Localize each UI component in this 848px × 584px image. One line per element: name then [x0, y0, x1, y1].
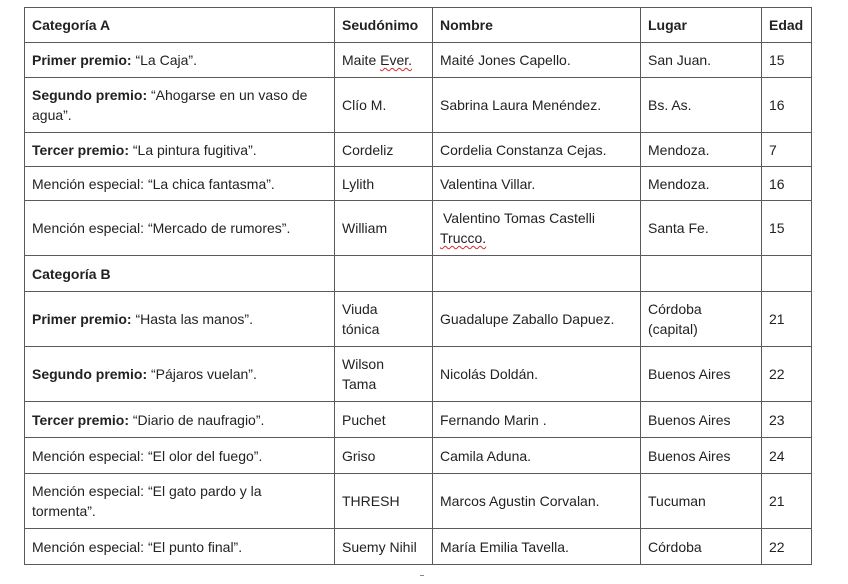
award-label: Segundo premio:	[32, 87, 148, 103]
award-label: Tercer premio:	[32, 411, 129, 428]
name-cell: María Emilia Tavella.	[433, 529, 641, 565]
name-line-2: Trucco.	[440, 230, 487, 246]
name-cell: Guadalupe Zaballo Dapuez.	[433, 292, 641, 347]
age-cell: 21	[762, 474, 812, 529]
name-cell: Valentina Villar.	[433, 167, 641, 201]
header-pseudonym: Seudónimo	[335, 8, 433, 43]
header-place: Lugar	[641, 8, 762, 43]
name-line-1: Valentino Tomas Castelli	[443, 210, 596, 226]
age-cell: 24	[762, 438, 812, 474]
pseudonym-cell: Griso	[335, 438, 433, 474]
age-cell: 21	[762, 292, 812, 347]
award-cell	[25, 78, 335, 133]
empty-cell	[762, 256, 812, 292]
table-row	[25, 167, 812, 201]
work-title: “Diario de naufragio”.	[129, 411, 265, 428]
pseudonym-first: Maite	[342, 52, 377, 68]
pseudonym-cell: Cordeliz	[335, 133, 433, 167]
table-row	[25, 474, 812, 529]
table-row	[25, 529, 812, 565]
table-row	[25, 292, 812, 347]
place-cell: Tucuman	[641, 474, 762, 529]
pseudonym-cell: Lylith	[335, 167, 433, 201]
name-cell: Camila Aduna.	[433, 438, 641, 474]
place-cell: Buenos Aires	[641, 347, 762, 402]
place-cell: Mendoza.	[641, 133, 762, 167]
age-cell: 15	[762, 201, 812, 256]
empty-cell	[641, 256, 762, 292]
age-cell: 7	[762, 133, 812, 167]
place-cell: Santa Fe.	[641, 201, 762, 256]
pseudonym-cell: THRESH	[335, 474, 433, 529]
award-label: Tercer premio:	[32, 141, 129, 158]
award-cell	[25, 292, 335, 347]
name-cell: Marcos Agustin Corvalan.	[433, 474, 641, 529]
table-row	[25, 347, 812, 402]
place-cell: Buenos Aires	[641, 402, 762, 438]
award-label: Segundo premio:	[32, 366, 148, 382]
award-cell	[25, 347, 335, 402]
place-cell: Buenos Aires	[641, 438, 762, 474]
work-title: “Hasta las manos”.	[131, 311, 253, 327]
empty-cell	[433, 256, 641, 292]
award-cell: Mención especial: “El olor del fuego”.	[25, 438, 335, 474]
age-cell: 16	[762, 167, 812, 201]
place-cell: San Juan.	[641, 43, 762, 78]
table-row	[25, 133, 812, 167]
place-cell: Mendoza.	[641, 167, 762, 201]
award-label: Primer premio:	[32, 311, 132, 327]
award-cell	[25, 402, 335, 438]
table-row	[25, 43, 812, 78]
place-cell: Córdoba	[641, 529, 762, 565]
empty-cell	[335, 256, 433, 292]
age-cell: 23	[762, 402, 812, 438]
header-category: Categoría A	[25, 8, 335, 43]
pseudonym-cell	[335, 43, 433, 78]
award-label: Primer premio:	[32, 52, 132, 68]
name-cell: Fernando Marin .	[433, 402, 641, 438]
age-cell: 15	[762, 43, 812, 78]
pseudonym-cell: Suemy Nihil	[335, 529, 433, 565]
pseudonym-line-2: tónica	[342, 321, 380, 337]
work-title: “La pintura fugitiva”.	[129, 141, 257, 158]
name-cell	[433, 201, 641, 256]
table-header-row	[25, 8, 812, 43]
name-cell: Cordelia Constanza Cejas.	[433, 133, 641, 167]
award-cell: Mención especial: “Mercado de rumores”.	[25, 201, 335, 256]
awards-table	[24, 7, 812, 565]
work-title: “La Caja”.	[131, 52, 197, 68]
pseudonym-rest: Ever.	[380, 52, 413, 68]
table-row	[25, 201, 812, 256]
pseudonym-cell: Puchet	[335, 402, 433, 438]
work-title: “Ahogarse en un vaso de agua”.	[32, 87, 308, 123]
table-row	[25, 402, 812, 438]
age-cell: 22	[762, 347, 812, 402]
table-row	[25, 438, 812, 474]
age-cell: 16	[762, 78, 812, 133]
work-title: “Pájaros vuelan”.	[147, 366, 257, 382]
award-cell: Mención especial: “La chica fantasma”.	[25, 167, 335, 201]
award-cell	[25, 133, 335, 167]
award-cell	[25, 43, 335, 78]
name-cell: Sabrina Laura Menéndez.	[433, 78, 641, 133]
award-cell: Mención especial: “El gato pardo y la tormenta”.	[25, 474, 335, 529]
name-cell: Nicolás Doldán.	[433, 347, 641, 402]
pseudonym-cell: William	[335, 201, 433, 256]
place-cell	[641, 292, 762, 347]
category-b-row	[25, 256, 812, 292]
header-name: Nombre	[433, 8, 641, 43]
age-cell: 22	[762, 529, 812, 565]
table-row	[25, 78, 812, 133]
award-cell: Mención especial: “El punto final”.	[25, 529, 335, 565]
pseudonym-cell	[335, 347, 433, 402]
name-cell: Maité Jones Capello.	[433, 43, 641, 78]
stray-mark	[420, 575, 424, 576]
place-cell: Bs. As.	[641, 78, 762, 133]
pseudonym-line-1: Wilson	[342, 356, 385, 372]
pseudonym-line-1: Viuda	[342, 301, 378, 317]
header-age: Edad	[762, 8, 812, 43]
pseudonym-line-2: Tama	[342, 376, 377, 392]
pseudonym-cell	[335, 292, 433, 347]
place-line-2: (capital)	[648, 321, 698, 337]
pseudonym-cell: Clío M.	[335, 78, 433, 133]
category-b-label: Categoría B	[25, 256, 335, 292]
place-line-1: Córdoba	[648, 301, 702, 317]
